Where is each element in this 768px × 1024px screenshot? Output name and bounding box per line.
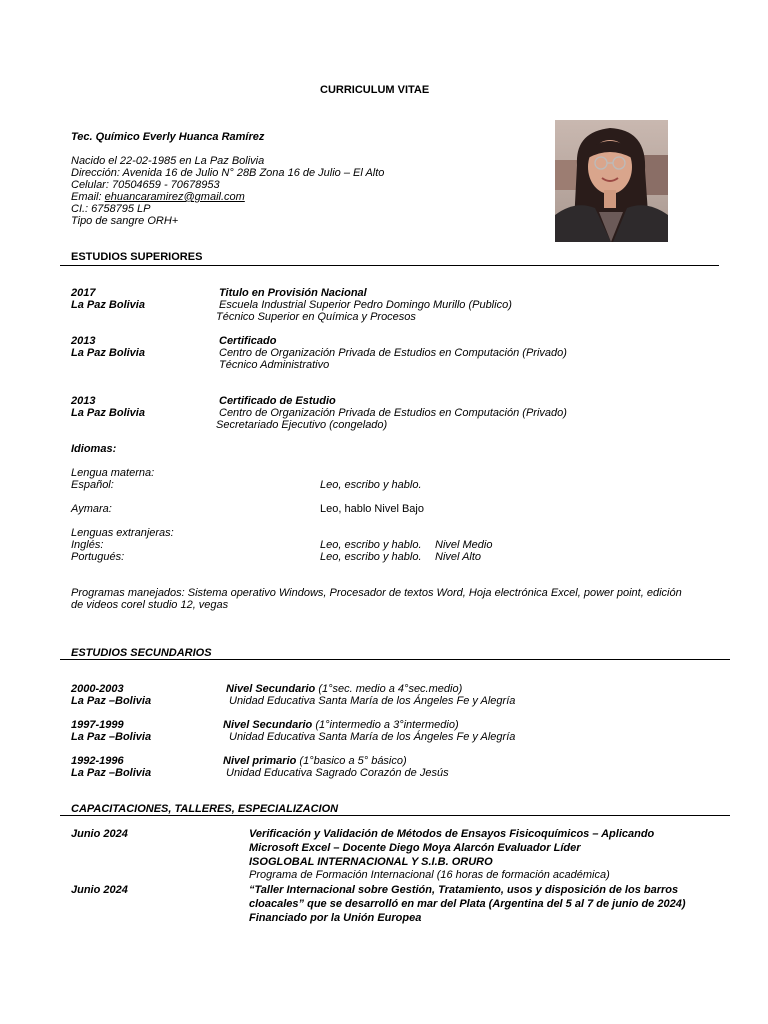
secondary-level xyxy=(223,755,407,767)
higher-place: La Paz Bolivia xyxy=(71,347,145,359)
higher-title: Certificado xyxy=(219,335,277,347)
secondary-years: 1997-1999 xyxy=(71,719,124,731)
languages-heading: Idiomas: xyxy=(71,443,117,455)
secondary-level-name: Nivel Secundario xyxy=(223,719,313,731)
language-level: Leo, escribo y hablo. xyxy=(320,551,422,563)
higher-title: Certificado de Estudio xyxy=(219,395,336,407)
training-title-line: Verificación y Validación de Métodos de Ensayos Fisicoquímicos – Aplicando xyxy=(249,828,655,840)
secondary-place: La Paz –Bolivia xyxy=(71,695,152,707)
secondary-level-detail: (1°intermedio a 3°intermedio) xyxy=(312,719,459,731)
higher-year: 2013 xyxy=(71,335,96,347)
divider xyxy=(60,815,730,816)
phone: Celular: 70504659 - 70678953 xyxy=(71,179,220,191)
secondary-level-name: Nivel primario xyxy=(223,755,297,767)
training-title-line: ISOGLOBAL INTERNACIONAL Y S.I.B. ORURO xyxy=(249,856,493,868)
birth-info: Nacido el 22-02-1985 en La Paz Bolivia xyxy=(71,155,265,167)
email-label: Email: xyxy=(71,191,105,203)
language-level: Leo, escribo y hablo. xyxy=(320,539,422,551)
training-date: Junio 2024 xyxy=(71,828,128,840)
person-name: Tec. Químico Everly Huanca Ramírez xyxy=(71,131,265,143)
programs-text: Programas manejados: Sistema operativo Windows, Procesador de textos Word, Hoja electrónica Excel, power point, edición xyxy=(71,587,682,599)
language-name: Inglés: xyxy=(71,539,104,551)
secondary-years: 1992-1996 xyxy=(71,755,124,767)
training-title-line: “Taller Internacional sobre Gestión, Tratamiento, usos y disposición de los barros xyxy=(249,884,679,896)
training-title-line: Financiado por la Unión Europea xyxy=(249,912,422,924)
training-title-line: Microsoft Excel – Docente Diego Moya Alarcón Evaluador Líder xyxy=(249,842,581,854)
foreign-languages-label: Lenguas extranjeras: xyxy=(71,527,174,539)
higher-title: Titulo en Provisión Nacional xyxy=(219,287,367,299)
divider xyxy=(60,659,730,660)
secondary-level xyxy=(226,683,462,695)
language-level: Leo, hablo Nivel Bajo xyxy=(320,503,424,515)
higher-place: La Paz Bolivia xyxy=(71,407,145,419)
higher-institution: Escuela Industrial Superior Pedro Domingo Murillo (Publico) xyxy=(219,299,512,311)
secondary-place: La Paz –Bolivia xyxy=(71,767,152,779)
section-training-heading: CAPACITACIONES, TALLERES, ESPECIALIZACION xyxy=(71,803,339,815)
higher-institution: Centro de Organización Privada de Estudios en Computación (Privado) xyxy=(219,407,567,419)
higher-year: 2017 xyxy=(71,287,96,299)
higher-degree: Técnico Superior en Química y Procesos xyxy=(216,311,416,323)
email-link[interactable]: ehuancaramirez@gmail.com xyxy=(104,191,245,203)
higher-degree: Secretariado Ejecutivo (congelado) xyxy=(216,419,388,431)
address: Dirección: Avenida 16 de Julio N° 28B Zona 16 de Julio – El Alto xyxy=(71,167,385,179)
language-level: Leo, escribo y hablo. xyxy=(320,479,422,491)
language-grade: Nivel Alto xyxy=(435,551,482,563)
id-card: CI.: 6758795 LP xyxy=(71,203,151,215)
language-name: Español: xyxy=(71,479,114,491)
email-line xyxy=(71,191,245,203)
secondary-years: 2000-2003 xyxy=(71,683,124,695)
secondary-place: La Paz –Bolivia xyxy=(71,731,152,743)
higher-degree: Técnico Administrativo xyxy=(219,359,330,371)
training-title-line: cloacales” que se desarrolló en mar del Plata (Argentina del 5 al 7 de junio de 2024) xyxy=(249,898,686,910)
training-date: Junio 2024 xyxy=(71,884,128,896)
training-note: Programa de Formación Internacional (16 horas de formación académica) xyxy=(249,869,610,881)
native-language-label: Lengua materna: xyxy=(71,467,155,479)
secondary-level-detail: (1°basico a 5° básico) xyxy=(296,755,407,767)
higher-institution: Centro de Organización Privada de Estudios en Computación (Privado) xyxy=(219,347,567,359)
blood-type: Tipo de sangre ORH+ xyxy=(71,215,179,227)
section-higher-heading: ESTUDIOS SUPERIORES xyxy=(71,251,203,263)
page-title: CURRICULUM VITAE xyxy=(320,84,430,96)
secondary-school: Unidad Educativa Santa María de los Ángeles Fe y Alegría xyxy=(229,731,516,743)
language-name: Portugués: xyxy=(71,551,125,563)
secondary-level xyxy=(223,719,459,731)
secondary-level-detail: (1°sec. medio a 4°sec.medio) xyxy=(315,683,463,695)
language-grade: Nivel Medio xyxy=(435,539,493,551)
secondary-level-name: Nivel Secundario xyxy=(226,683,316,695)
programs-text: de videos corel studio 12, vegas xyxy=(71,599,229,611)
divider xyxy=(60,265,719,266)
higher-place: La Paz Bolivia xyxy=(71,299,145,311)
profile-photo xyxy=(555,120,668,242)
secondary-school: Unidad Educativa Sagrado Corazón de Jesús xyxy=(226,767,449,779)
language-name: Aymara: xyxy=(71,503,112,515)
higher-year: 2013 xyxy=(71,395,96,407)
section-secondary-heading: ESTUDIOS SECUNDARIOS xyxy=(71,647,212,659)
secondary-school: Unidad Educativa Santa María de los Ángeles Fe y Alegría xyxy=(229,695,516,707)
